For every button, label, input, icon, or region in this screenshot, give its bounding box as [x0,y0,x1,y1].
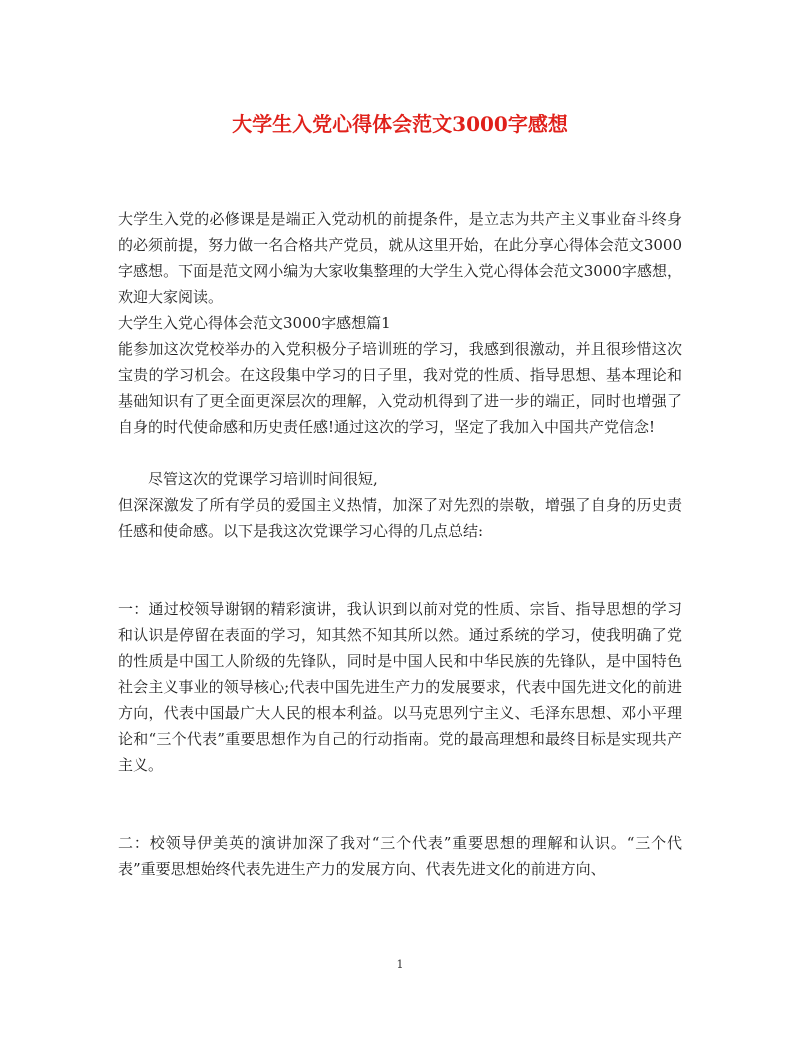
document-title: 大学生入党心得体会范文3000字感想 [232,112,568,136]
body-paragraph: 但深深激发了所有学员的爱国主义热情，加深了对先烈的崇敬，增强了自身的历史责任感和使命感。以下是我这次党课学习心得的几点总结: [118,496,682,540]
body-paragraph: 能参加这次党校举办的入党积极分子培训班的学习，我感到很激动，并且很珍惜这次宝贵的学习机会。在这段集中学习的日子里，我对党的性质、指导思想、基本理论和基础知识有了更全面更深层次的理解，入党动机得到了进一步的端正，同时也增强了自身的时代使命感和历史责任感!通过这次的学习，坚定了我加入中国共产党信念! [118,340,682,436]
document-body [118,206,682,882]
intro-paragraph: 大学生入党的必修课是是端正入党动机的前提条件，是立志为共产主义事业奋斗终身的必须前提，努力做一名合格共产党员，就从这里开始，在此分享心得体会范文3000字感想。下面是范文网小编为大家收集整理的大学生入党心得体会范文3000字感想，欢迎大家阅读。 [118,210,682,306]
body-paragraph: 尽管这次的党课学习培训时间很短, [148,470,378,488]
page-number: 1 [396,958,404,971]
point-two-paragraph: 二：校领导伊美英的演讲加深了我对“三个代表”重要思想的理解和认识。“三个代表”重要思想始终代表先进生产力的发展方向、代表先进文化的前进方向、 [118,834,682,878]
section-heading: 大学生入党心得体会范文3000字感想篇1 [118,314,391,332]
point-one-paragraph: 一：通过校领导谢钢的精彩演讲，我认识到以前对党的性质、宗旨、指导思想的学习和认识是停留在表面的学习，知其然不知其所以然。通过系统的学习，使我明确了党的性质是中国工人阶级的先锋队，同时是中国人民和中华民族的先锋队，是中国特色社会主义事业的领导核心;代表中国先进生产力的发展要求，代表中国先进文化的前进方向，代表中国最广大人民的根本利益。以马克思列宁主义、毛泽东思想、邓小平理论和“三个代表”重要思想作为自己的行动指南。党的最高理想和最终目标是实现共产主义。 [118,600,682,774]
